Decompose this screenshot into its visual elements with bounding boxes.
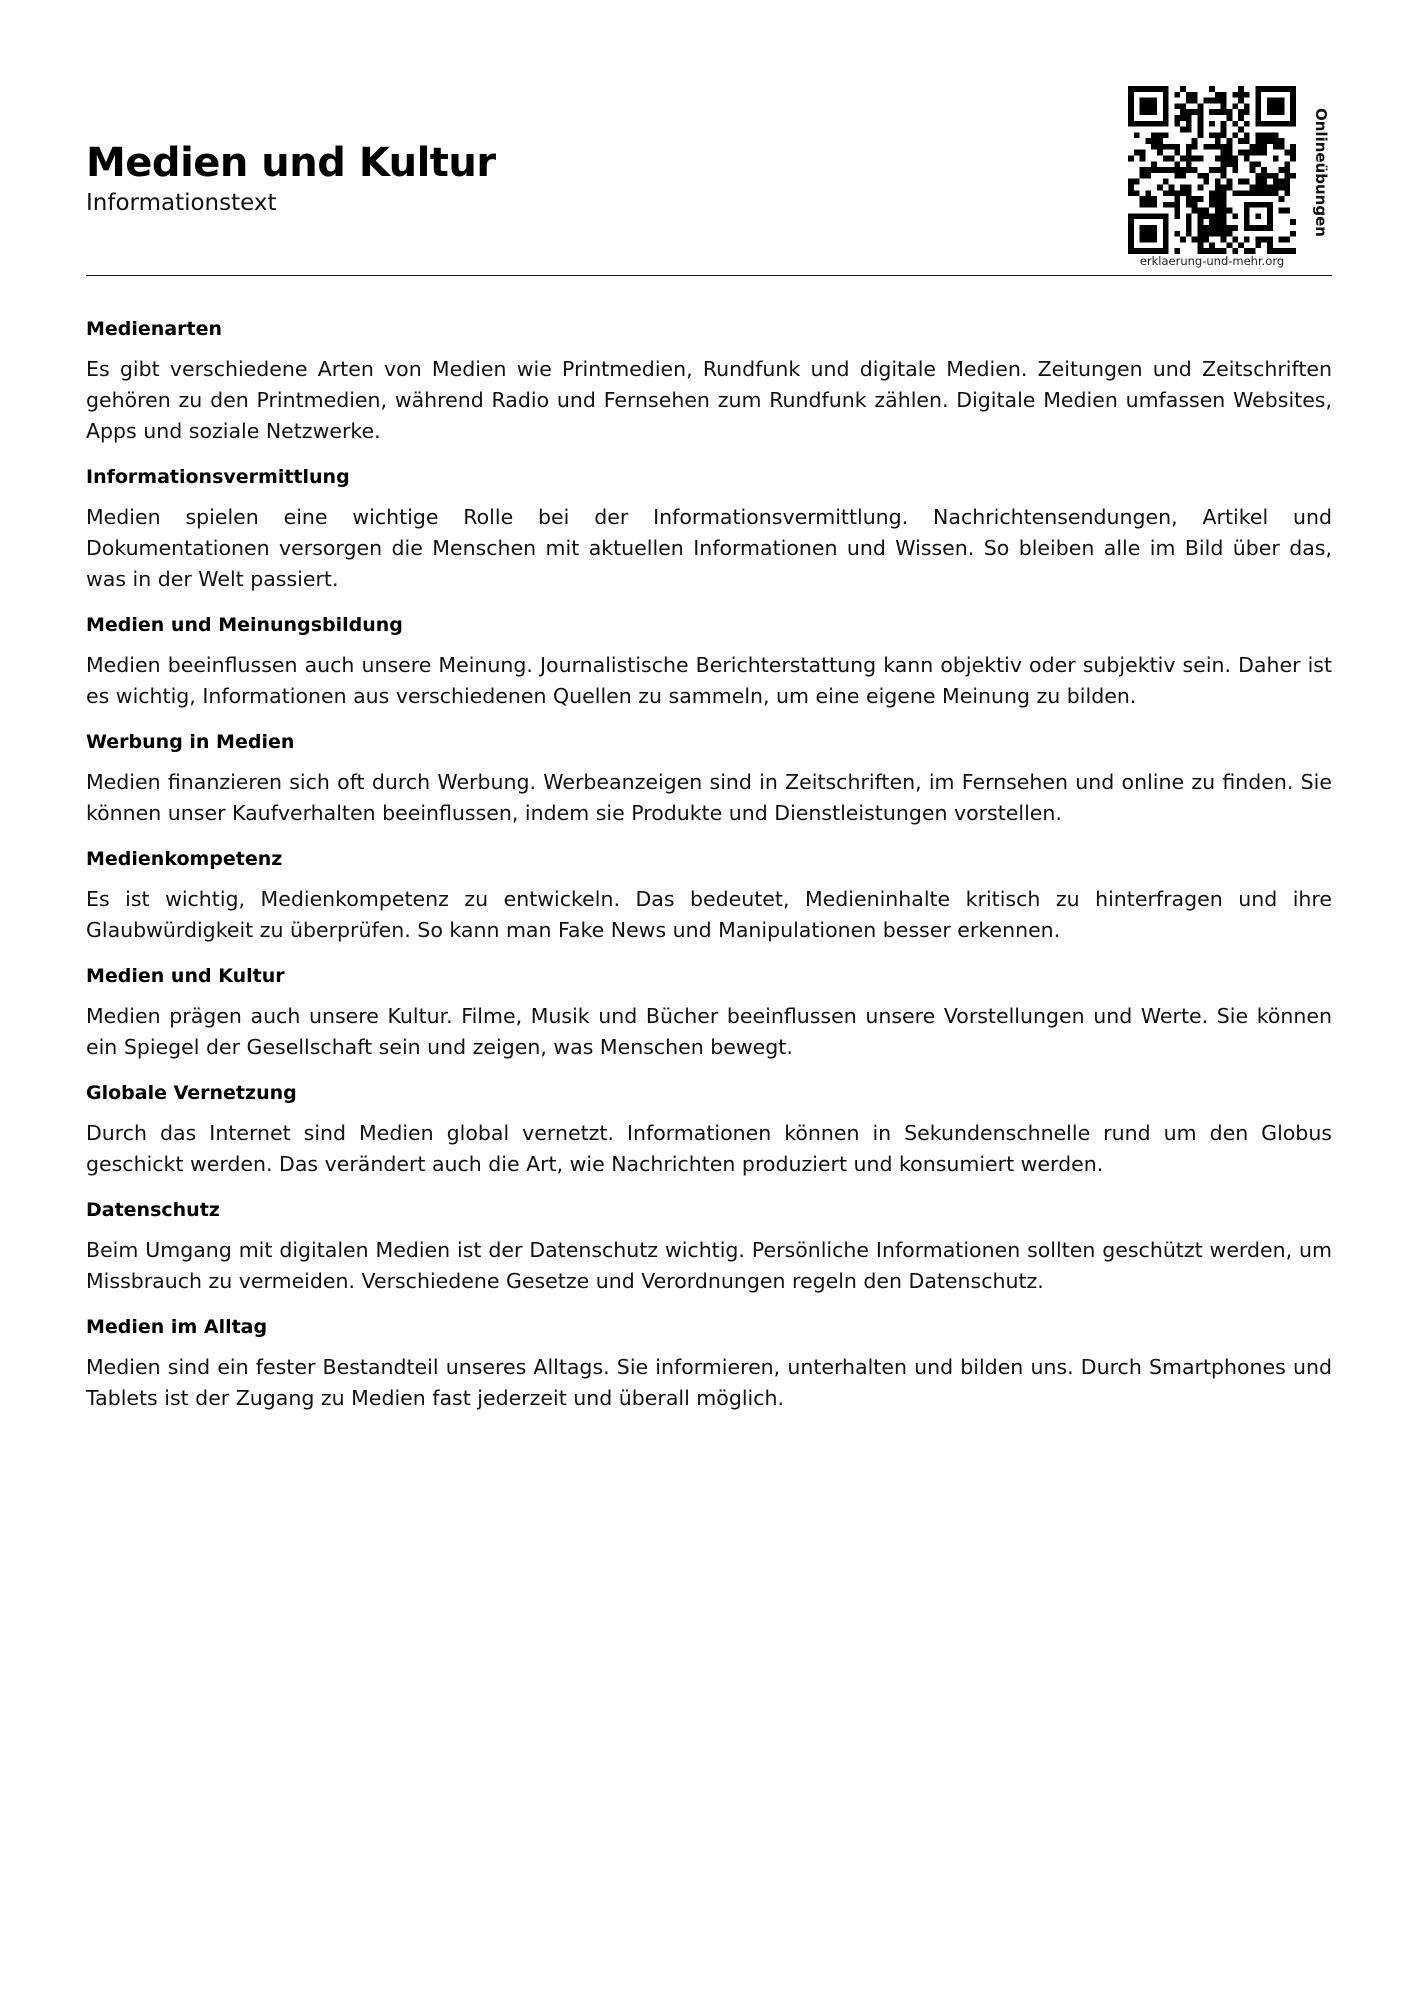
section-text: Beim Umgang mit digitalen Medien ist der Datenschutz wichtig. Persönliche Informationen sollten geschützt werden, um Missbrauch zu vermeiden. Verschiedene Gesetze und Verordnungen regeln den Datenschutz.	[86, 1238, 1332, 1293]
qr-code-icon[interactable]	[1128, 86, 1296, 254]
section-heading: Globale Vernetzung	[86, 1082, 297, 1104]
section-medienkompetenz	[86, 846, 1332, 946]
section-heading: Medienkompetenz	[86, 848, 283, 870]
section-medien-im-alltag	[86, 1314, 1332, 1414]
section-medien-und-kultur	[86, 963, 1332, 1063]
section-heading: Werbung in Medien	[86, 731, 295, 753]
section-meinungsbildung	[86, 612, 1332, 712]
section-text: Medien beeinflussen auch unsere Meinung. Journalistische Berichterstattung kann objektiv oder subjektiv sein. Daher ist es wichtig, Informationen aus verschiedenen Quellen zu sammeln, um eine eigene Meinung zu bilden.	[86, 653, 1332, 708]
header-divider	[86, 275, 1332, 276]
page-subtitle: Informationstext	[86, 190, 277, 216]
page-header	[86, 0, 1332, 276]
section-text: Medien prägen auch unsere Kultur. Filme, Musik und Bücher beeinflussen unsere Vorstellungen und Werte. Sie können ein Spiegel der Gesellschaft sein und zeigen, was Menschen bewegt.	[86, 1004, 1332, 1059]
section-text: Es ist wichtig, Medienkompetenz zu entwickeln. Das bedeutet, Medieninhalte kritisch zu hinterfragen und ihre Glaubwürdigkeit zu überprüfen. So kann man Fake News und Manipulationen besser erkennen.	[86, 887, 1332, 942]
section-heading: Medien und Meinungsbildung	[86, 614, 403, 636]
section-text: Medien finanzieren sich oft durch Werbung. Werbeanzeigen sind in Zeitschriften, im Fernsehen und online zu finden. Sie können unser Kaufverhalten beeinflussen, indem sie Produkte und Dienstleistungen vorstellen.	[86, 770, 1332, 825]
section-medienarten	[86, 316, 1332, 447]
section-heading: Medien im Alltag	[86, 1316, 268, 1338]
section-heading: Medienarten	[86, 318, 223, 340]
qr-block[interactable]	[1120, 82, 1332, 272]
section-datenschutz	[86, 1197, 1332, 1297]
section-text: Durch das Internet sind Medien global vernetzt. Informationen können in Sekundenschnelle rund um den Globus geschickt werden. Das verändert auch die Art, wie Nachrichten produziert und konsumiert werden.	[86, 1121, 1332, 1176]
section-heading: Informationsvermittlung	[86, 466, 350, 488]
section-globale-vernetzung	[86, 1080, 1332, 1180]
section-text: Medien spielen eine wichtige Rolle bei der Informationsvermittlung. Nachrichtensendungen, Artikel und Dokumentationen versorgen die Menschen mit aktuellen Informationen und Wissen. So bleiben alle im Bild über das, was in der Welt passiert.	[86, 505, 1332, 591]
online-exercises-label: Onlineübungen	[1312, 108, 1330, 237]
qr-url-label: erklaerung-und-mehr.org	[1139, 254, 1285, 268]
section-werbung	[86, 729, 1332, 829]
section-informationsvermittlung	[86, 464, 1332, 595]
section-text: Es gibt verschiedene Arten von Medien wie Printmedien, Rundfunk und digitale Medien. Zeitungen und Zeitschriften gehören zu den Printmedien, während Radio und Fernsehen zum Rundfunk zählen. Digitale Medien umfassen Websites, Apps und soziale Netzwerke.	[86, 357, 1332, 443]
document-body	[86, 316, 1332, 1431]
section-text: Medien sind ein fester Bestandteil unseres Alltags. Sie informieren, unterhalten und bilden uns. Durch Smartphones und Tablets ist der Zugang zu Medien fast jederzeit und überall möglich.	[86, 1355, 1332, 1410]
page-title: Medien und Kultur	[86, 140, 496, 186]
section-heading: Medien und Kultur	[86, 965, 285, 987]
section-heading: Datenschutz	[86, 1199, 220, 1221]
